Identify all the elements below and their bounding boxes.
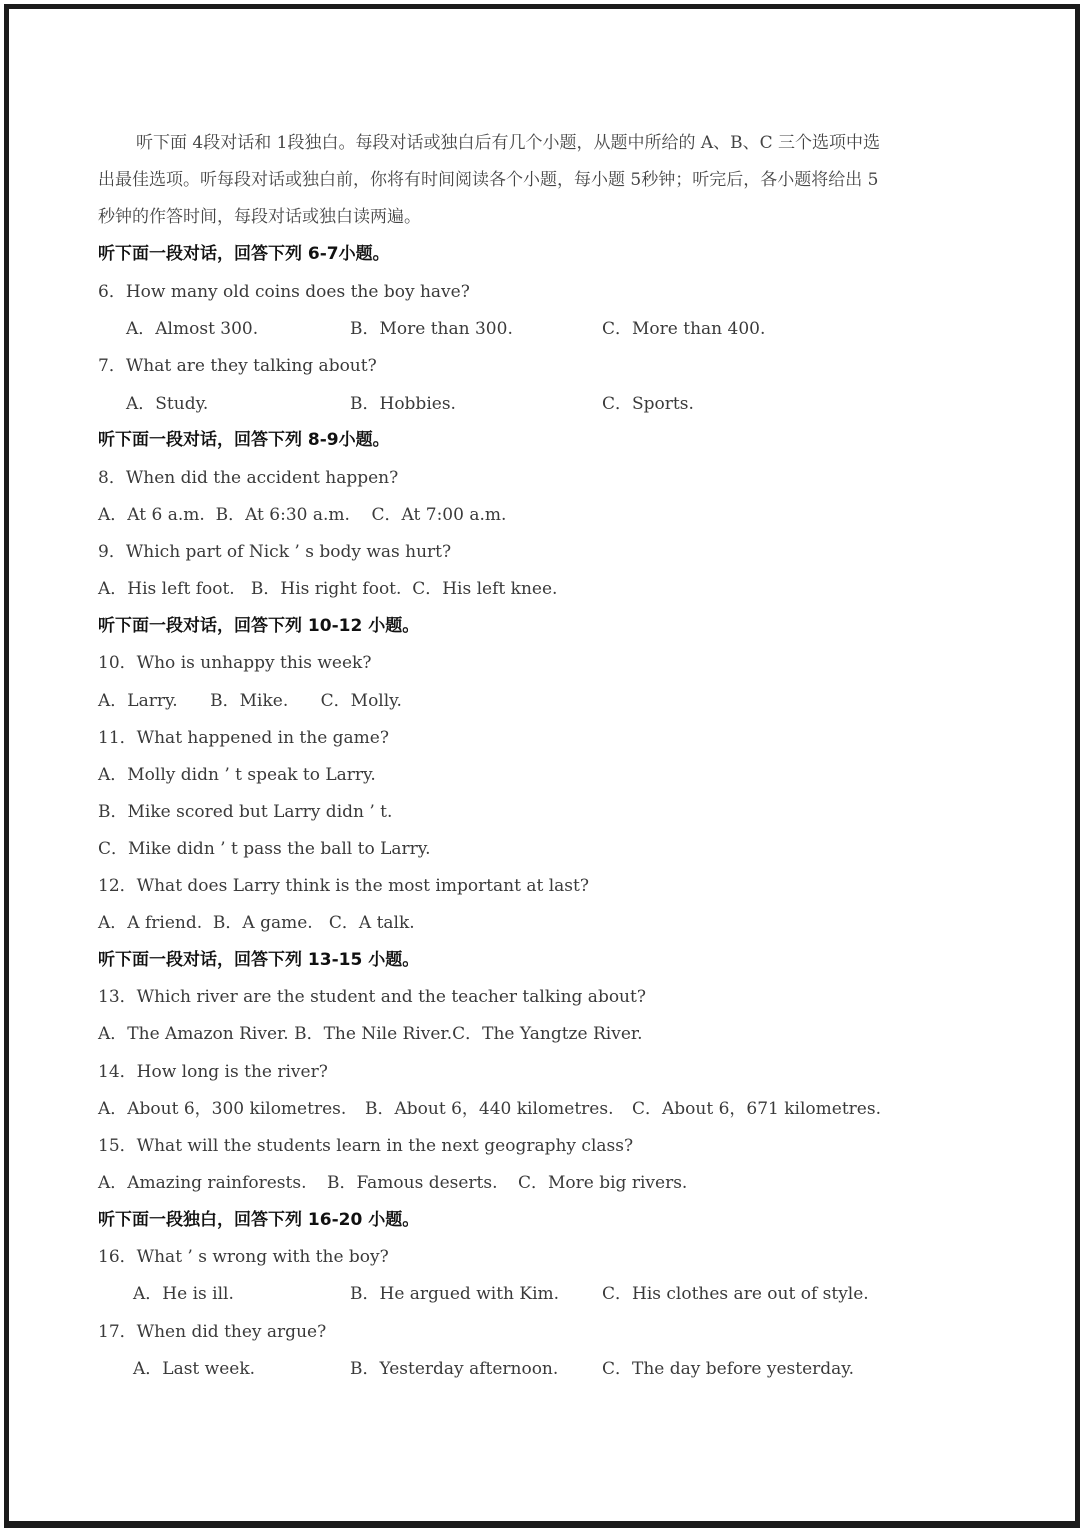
question-17-option-c: C．The day before yesterday. (602, 1359, 855, 1379)
question-16-option-b: B．He argued with Kim. (350, 1284, 560, 1304)
question-15-option-a: A．Amazing rainforests. (98, 1173, 307, 1193)
question-14: 14．How long is the river? (98, 1062, 328, 1082)
question-16-option-c: C．His clothes are out of style. (602, 1284, 869, 1304)
question-11-option-c: C．Mike didn ’ t pass the ball to Larry. (98, 839, 431, 859)
question-13: 13．Which river are the student and the teacher talking about? (98, 987, 646, 1007)
question-7-option-a: A．Study. (126, 394, 209, 414)
question-14-option-b: B．About 6，440 kilometres. (365, 1099, 614, 1119)
question-15-option-c: C．More big rivers. (518, 1173, 688, 1193)
question-16: 16．What ’ s wrong with the boy? (98, 1247, 389, 1267)
question-9-options: A．His left foot. B．His right foot. C．His left knee. (98, 579, 558, 599)
question-9: 9．Which part of Nick ’ s body was hurt? (98, 542, 452, 562)
section-heading-8-9: 听下面一段对话，回答下列 8-9小题。 (98, 430, 390, 450)
intro-line-2: 出最佳选项。听每段对话或独白前，你将有时间阅读各个小题，每小题 5秒钟；听完后，各小题将给出 5 (98, 170, 879, 190)
question-8: 8．When did the accident happen? (98, 468, 399, 488)
question-11-option-a: A．Molly didn ’ t speak to Larry. (98, 765, 376, 785)
question-7-option-b: B．Hobbies. (350, 394, 456, 414)
question-10: 10．Who is unhappy this week? (98, 653, 372, 673)
question-16-option-a: A．He is ill. (133, 1284, 234, 1304)
question-12: 12．What does Larry think is the most important at last? (98, 876, 589, 896)
question-6: 6．How many old coins does the boy have? (98, 282, 470, 302)
question-6-option-b: B．More than 300. (350, 319, 513, 339)
section-heading-6-7: 听下面一段对话，回答下列 6-7小题。 (98, 244, 390, 264)
section-heading-13-15: 听下面一段对话，回答下列 13-15 小题。 (98, 950, 420, 970)
question-17: 17．When did they argue? (98, 1322, 327, 1342)
question-11-option-b: B．Mike scored but Larry didn ’ t. (98, 802, 393, 822)
question-14-option-a: A．About 6，300 kilometres. (98, 1099, 347, 1119)
question-11: 11．What happened in the game? (98, 728, 389, 748)
intro-line-3: 秒钟的作答时间，每段对话或独白读两遍。 (98, 207, 421, 227)
question-17-option-b: B．Yesterday afternoon. (350, 1359, 559, 1379)
question-15-option-b: B．Famous deserts. (327, 1173, 498, 1193)
question-6-option-c: C．More than 400. (602, 319, 766, 339)
section-heading-16-20: 听下面一段独白，回答下列 16-20 小题。 (98, 1210, 420, 1230)
question-13-options: A．The Amazon River. B．The Nile River.C．The Yangtze River. (98, 1024, 643, 1044)
section-heading-10-12: 听下面一段对话，回答下列 10-12 小题。 (98, 616, 420, 636)
intro-line-1: 听下面 4段对话和 1段独白。每段对话或独白后有几个小题，从题中所给的 A、B、C 三个选项中选 (136, 133, 881, 153)
question-7: 7．What are they talking about? (98, 356, 377, 376)
question-15: 15．What will the students learn in the next geography class? (98, 1136, 634, 1156)
question-7-option-c: C．Sports. (602, 394, 694, 414)
question-8-options: A．At 6 a.m. B．At 6:30 a.m. C．At 7:00 a.m. (98, 505, 507, 525)
question-12-options: A．A friend. B．A game. C．A talk. (98, 913, 415, 933)
question-10-options: A．Larry. B．Mike. C．Molly. (98, 691, 402, 711)
question-17-option-a: A．Last week. (133, 1359, 256, 1379)
question-14-option-c: C．About 6，671 kilometres. (632, 1099, 881, 1119)
question-6-option-a: A．Almost 300. (126, 319, 259, 339)
